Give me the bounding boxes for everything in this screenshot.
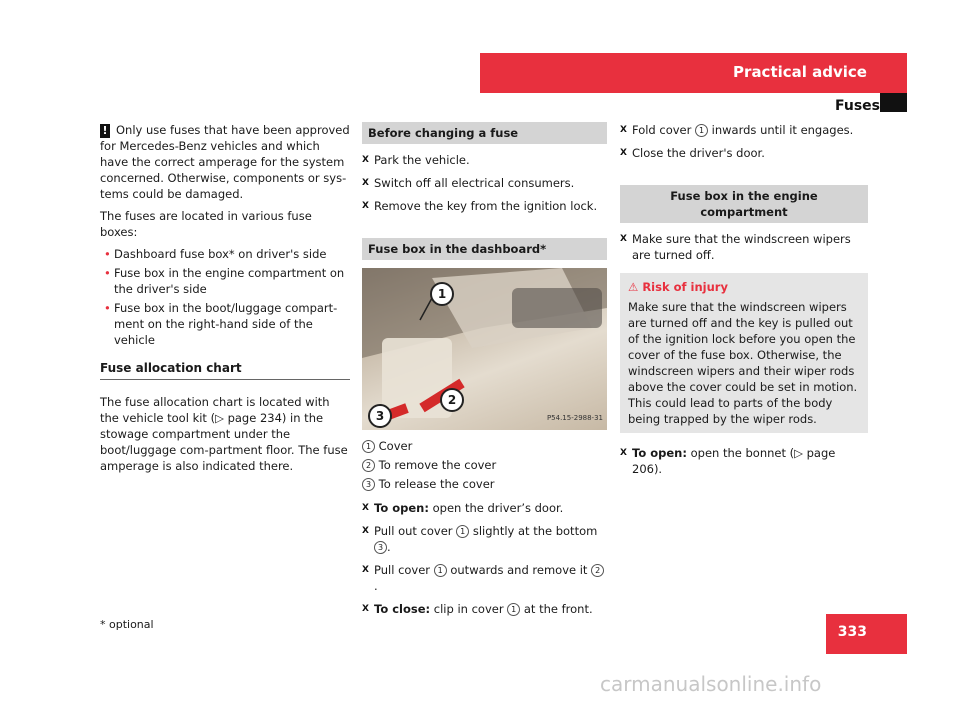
step-text: Pull cover	[374, 563, 431, 577]
ref-number: 2	[362, 459, 375, 472]
ref-number: 1	[456, 525, 469, 538]
before-changing-heading: Before changing a fuse	[362, 122, 607, 144]
step-item: X Close the driver's door.	[620, 145, 868, 161]
step-item: X Switch off all electrical consumers.	[362, 175, 607, 191]
list-item: • Dashboard fuse box* on driver's side	[100, 246, 350, 262]
section-header	[480, 53, 907, 93]
photo-code: P54.15-2988-31	[546, 414, 603, 422]
step-label: To close:	[374, 602, 431, 616]
callout-2: 2	[440, 388, 464, 412]
ref-number: 1	[434, 564, 447, 577]
ref-number: 1	[362, 440, 375, 453]
watermark: carmanualsonline.info	[600, 672, 822, 696]
legend-text: Cover	[378, 439, 413, 453]
note-text: Only use fuses that have been approved for Mercedes-Benz vehicles and which have the correct amperage for the system concerned. Otherwise, components or sys-tems could be damaged.	[100, 123, 350, 201]
fuse-chart-heading: Fuse allocation chart	[100, 360, 350, 380]
header-marker	[880, 93, 907, 112]
dashboard-fusebox-heading: Fuse box in the dashboard*	[362, 238, 607, 260]
callout-1: 1	[430, 282, 454, 306]
footnote: * optional	[100, 618, 154, 631]
callout-3: 3	[368, 404, 392, 428]
step-item	[362, 523, 607, 555]
legend-item	[362, 476, 607, 492]
step-text: .	[387, 540, 391, 554]
step-text: open the driver’s door.	[432, 501, 564, 515]
step-text: open the bonnet (▷ page 206).	[632, 446, 836, 476]
step-item: X Remove the key from the ignition lock.	[362, 198, 607, 214]
subsection-title: Fuses	[835, 98, 880, 114]
legend-text: To release the cover	[378, 477, 495, 491]
step-item: X Park the vehicle.	[362, 152, 607, 168]
step-item	[362, 601, 607, 617]
ref-number: 3	[362, 478, 375, 491]
list-item: • Fuse box in the engine compartment on the driver's side	[100, 265, 350, 297]
step-text: .	[374, 579, 378, 593]
warning-title	[628, 279, 862, 295]
step-label: To open:	[374, 501, 429, 515]
photo-legend	[362, 438, 607, 492]
exclamation-icon: !	[100, 124, 110, 138]
warning-triangle-icon: ⚠	[628, 280, 639, 294]
step-text: outwards and remove it	[450, 563, 588, 577]
step-label: To open:	[632, 446, 687, 460]
step-text: clip in cover	[433, 602, 504, 616]
step-text: slightly at the bottom	[472, 524, 598, 538]
intro-text: The fuses are located in various fuse boxes:	[100, 209, 312, 239]
section-title: Practical advice	[733, 63, 867, 81]
step-item	[362, 562, 607, 594]
page-number: 333	[837, 624, 867, 640]
column-1	[100, 122, 350, 480]
legend-item	[362, 457, 607, 473]
ref-number: 3	[374, 541, 387, 554]
step-text: at the front.	[523, 602, 593, 616]
engine-fusebox-heading: Fuse box in the engine compartment	[620, 185, 868, 223]
dashboard-photo	[362, 268, 607, 430]
legend-item	[362, 438, 607, 454]
ref-number: 1	[507, 603, 520, 616]
ref-number: 2	[591, 564, 604, 577]
fuse-chart-text: The fuse allocation chart is located with the vehicle tool kit (▷ page 234) in the stowage compartment under the boot/luggage com-partment floor. The fuse amperage is also indicated there.	[100, 395, 348, 473]
fuse-box-list	[100, 246, 350, 348]
step-item: X Make sure that the windscreen wipers are turned off.	[620, 231, 868, 263]
step-item	[620, 445, 868, 477]
warning-title-text: Risk of injury	[642, 280, 728, 294]
step-text: Fold cover	[632, 123, 692, 137]
page-number-box	[826, 614, 907, 654]
ref-number: 1	[695, 124, 708, 137]
warning-text: Make sure that the windscreen wipers are turned off and the key is pulled out of the ignition lock before you open the cover of the fuse box. Otherwise, the windscreen wipers and their wiper rods above the cover could be set in motion. This could lead to parts of the body being trapped by the wiper rods.	[628, 300, 858, 426]
note-paragraph	[100, 122, 350, 202]
legend-text: To remove the cover	[378, 458, 497, 472]
step-text: inwards until it engages.	[711, 123, 854, 137]
step-text: Pull out cover	[374, 524, 453, 538]
list-item: • Fuse box in the boot/luggage compart-ment on the right-hand side of the vehicle	[100, 300, 350, 348]
warning-box	[620, 273, 868, 433]
column-2	[362, 122, 607, 624]
column-3	[620, 122, 868, 484]
step-item	[620, 122, 868, 138]
step-item	[362, 500, 607, 516]
dashboard-illustration	[362, 268, 607, 430]
